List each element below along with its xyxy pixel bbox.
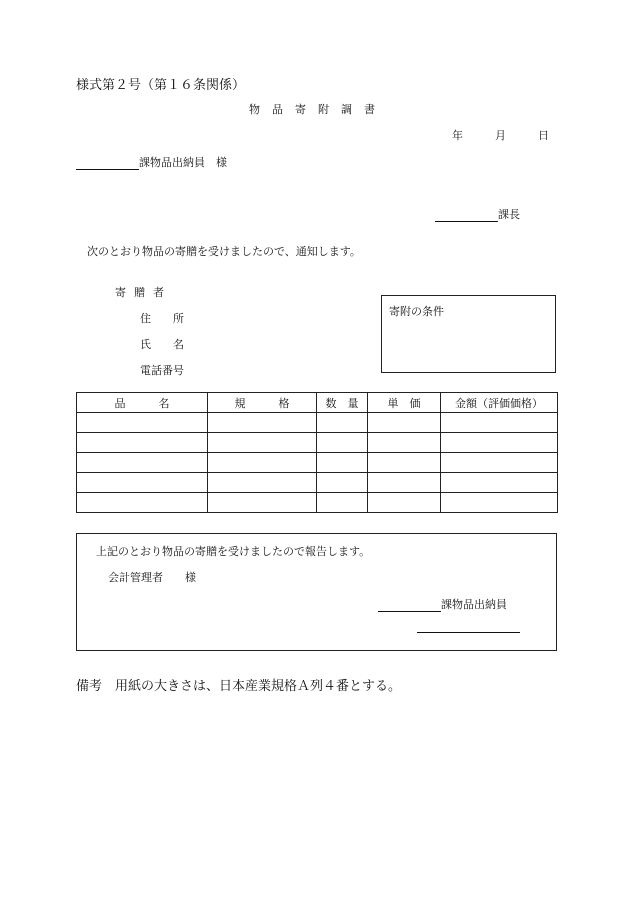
donation-conditions-box[interactable] [381, 295, 556, 373]
column-header-quantity: 数 量 [317, 393, 368, 413]
chief-department-blank[interactable] [435, 209, 498, 222]
table-row [77, 473, 558, 493]
items-table [76, 392, 558, 513]
date-day-label: 日 [538, 129, 549, 142]
cell-amount[interactable] [441, 473, 558, 493]
cell-quantity[interactable] [317, 473, 368, 493]
chief-line [435, 206, 520, 222]
cell-quantity[interactable] [317, 433, 368, 453]
donor-address-label: 住 所 [140, 312, 184, 325]
cell-specification[interactable] [208, 473, 317, 493]
cell-specification[interactable] [208, 413, 317, 433]
cell-item-name[interactable] [77, 473, 208, 493]
cell-item-name[interactable] [77, 413, 208, 433]
date-month-label: 月 [495, 129, 506, 142]
accounting-manager-addressee: 会計管理者 様 [108, 571, 196, 584]
cell-specification[interactable] [208, 493, 317, 513]
table-header-row [77, 393, 558, 413]
cell-unit-price[interactable] [368, 413, 441, 433]
cell-unit-price[interactable] [368, 453, 441, 473]
cell-amount[interactable] [441, 493, 558, 513]
cell-amount[interactable] [441, 453, 558, 473]
addressee-suffix: 課物品出納員 様 [139, 156, 227, 169]
column-header-specification: 規 格 [208, 393, 317, 413]
cell-unit-price[interactable] [368, 493, 441, 513]
officer-signature-blank[interactable] [417, 620, 520, 633]
column-header-unit-price: 単 価 [368, 393, 441, 413]
cell-unit-price[interactable] [368, 473, 441, 493]
chief-suffix: 課長 [498, 208, 520, 221]
date-year-label: 年 [452, 129, 463, 142]
donor-name-label: 氏 名 [140, 338, 184, 351]
cell-unit-price[interactable] [368, 433, 441, 453]
donor-heading: 寄贈者 [115, 286, 172, 299]
addressee-line [76, 154, 227, 170]
donation-conditions-label: 寄附の条件 [389, 305, 444, 318]
remarks-text: 備考 用紙の大きさは、日本産業規格Ａ列４番とする。 [76, 679, 402, 694]
column-header-item-name: 品 名 [77, 393, 208, 413]
report-text: 上記のとおり物品の寄贈を受けましたので報告します。 [96, 545, 371, 558]
cell-specification[interactable] [208, 433, 317, 453]
donor-phone-label: 電話番号 [140, 364, 184, 377]
cell-specification[interactable] [208, 453, 317, 473]
officer-department-blank[interactable] [378, 599, 441, 612]
notice-text: 次のとおり物品の寄贈を受けましたので、通知します。 [87, 245, 361, 258]
officer-suffix: 課物品出納員 [441, 598, 507, 611]
cell-quantity[interactable] [317, 453, 368, 473]
officer-line [378, 596, 507, 612]
cell-amount[interactable] [441, 433, 558, 453]
table-row [77, 433, 558, 453]
cell-item-name[interactable] [77, 453, 208, 473]
cell-item-name[interactable] [77, 493, 208, 513]
report-box [76, 533, 557, 651]
table-row [77, 493, 558, 513]
cell-quantity[interactable] [317, 493, 368, 513]
cell-quantity[interactable] [317, 413, 368, 433]
date-line [452, 127, 549, 143]
department-blank[interactable] [76, 157, 139, 170]
table-row [77, 413, 558, 433]
table-row [77, 453, 558, 473]
form-number: 様式第２号（第１６条関係） [76, 78, 246, 93]
cell-amount[interactable] [441, 413, 558, 433]
document-title: 物品寄附調書 [249, 103, 387, 116]
cell-item-name[interactable] [77, 433, 208, 453]
column-header-amount: 金額（評価価格） [441, 393, 558, 413]
